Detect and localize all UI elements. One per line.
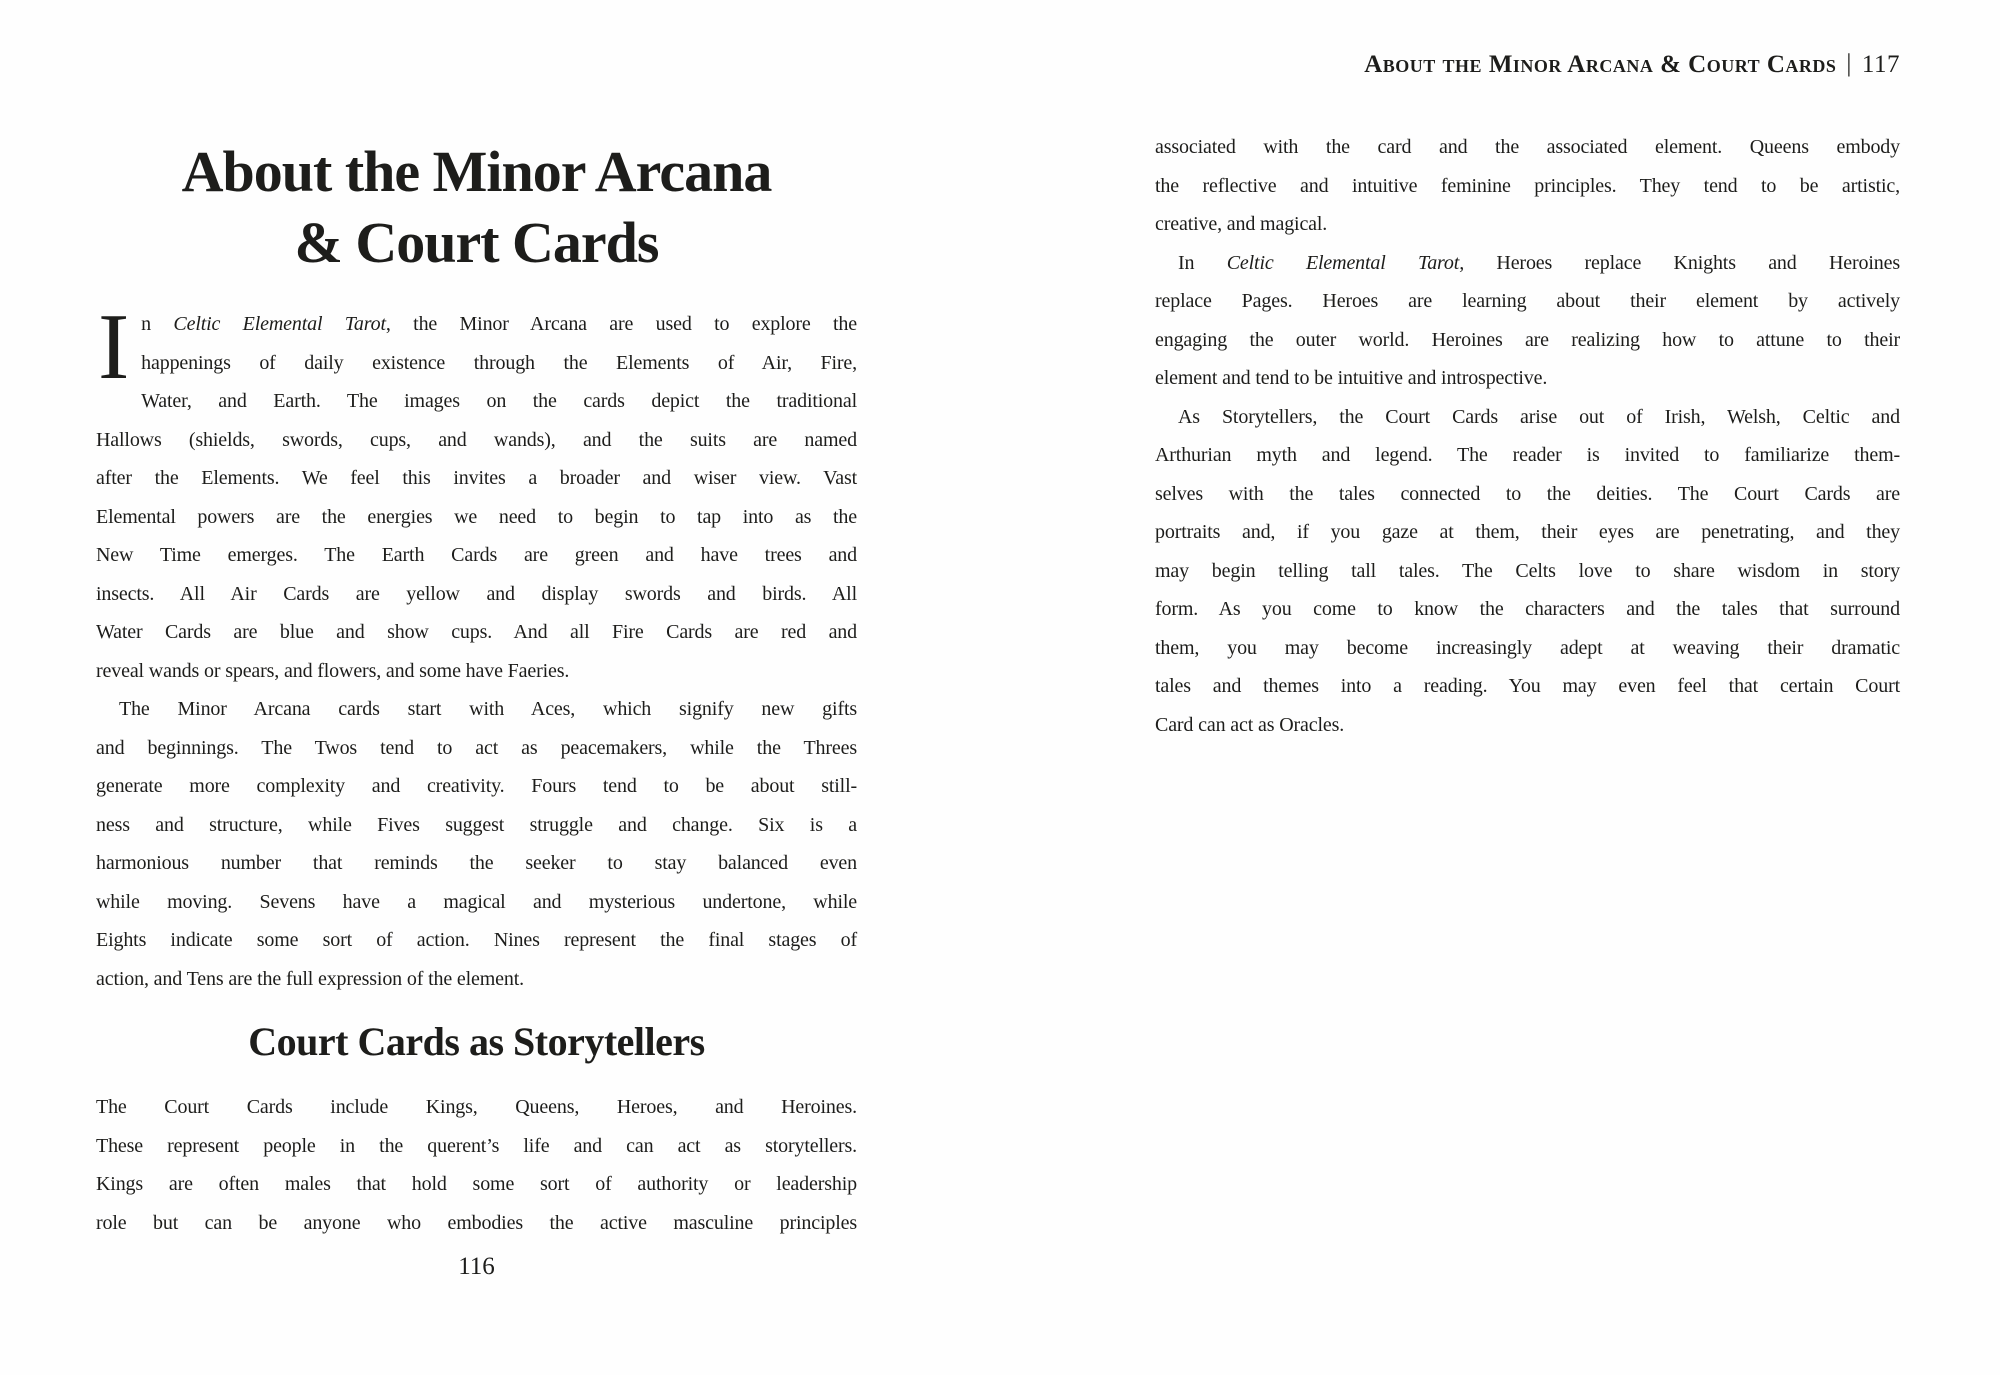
paragraph [96,1088,857,1242]
body-text: reveal wands or spears, and flowers, and some have Faeries. [96,659,570,682]
text-line [96,1127,857,1166]
body-text: Arthurian myth and legend. The reader is invited to familiarize them- [1155,444,1900,466]
text-line [96,921,857,960]
body-text: generate more complexity and creativity. Fours tend to be about still- [96,775,857,797]
body-text: engaging the outer world. Heroines are realizing how to attune to their [1155,328,1900,351]
paragraph [1155,128,1900,244]
body-text: happenings of daily existence through the Elements of Air, Fire, [141,351,857,374]
body-text: In [1178,251,1227,274]
text-line [1155,205,1900,244]
body-text: replace Pages. Heroes are learning about their element by actively [1155,290,1900,312]
body-text: tales and themes into a reading. You may even feel that certain Court [1155,675,1900,697]
text-line [96,844,857,883]
text-line [96,421,857,460]
body-text: Card can act as Oracles. [1155,713,1345,736]
body-text: , the Minor Arcana are used to explore the [385,313,858,335]
text-line [1155,706,1900,745]
text-line [96,344,857,383]
running-header-separator: | [1846,50,1852,77]
text-line [1155,398,1900,437]
paragraph [1155,244,1900,398]
text-line [1155,167,1900,206]
paragraph [96,690,857,998]
left-page-body [96,295,858,998]
chapter-title-line-2: & Court Cards [294,210,659,275]
body-text: action, and Tens are the full expression of the element. [96,967,525,990]
body-text: portraits and, if you gaze at them, their eyes are penetrating, and they [1155,521,1900,543]
paragraph [1155,398,1900,745]
body-text: Water, and Earth. The images on the cards depict the traditional [141,390,857,412]
text-line [1155,513,1900,552]
running-header [1155,48,1900,82]
body-text: may begin telling tall tales. The Celts love to share wisdom in story [1155,559,1900,582]
text-line [1155,128,1900,167]
text-line [96,536,857,575]
text-line [96,498,857,537]
text-line [96,806,857,845]
body-text: selves with the tales connected to the deities. The Court Cards are [1155,482,1900,505]
text-line [96,382,857,421]
text-line [96,690,857,729]
text-line [96,883,857,922]
body-text: element and tend to be intuitive and introspective. [1155,367,1548,389]
body-text: the reflective and intuitive feminine principles. They tend to be artistic, [1155,174,1900,197]
body-text: ness and structure, while Fives suggest struggle and change. Six is a [96,813,857,836]
body-text: role but can be anyone who embodies the active masculine principles [96,1211,857,1234]
text-line [1155,667,1900,706]
body-text: New Time emerges. The Earth Cards are green and have trees and [96,544,857,566]
text-line [1155,629,1900,668]
body-text: associated with the card and the associated element. Queens embody [1155,136,1900,158]
section-heading: Court Cards as Storytellers [248,1019,705,1064]
text-line [96,729,857,768]
body-text: The Court Cards include Kings, Queens, Heroes, and Heroines. [96,1096,857,1118]
running-header-title: About the Minor Arcana & Court Cards [1364,51,1837,78]
chapter-title [96,136,857,278]
body-text: Water Cards are blue and show cups. And all Fire Cards are red and [96,621,857,643]
text-line [1155,282,1900,321]
text-line [96,305,857,344]
body-text: insects. All Air Cards are yellow and display swords and birds. All [96,582,857,605]
page-number-left: 116 [458,1253,495,1280]
body-text: The Minor Arcana cards start with Aces, which signify new gifts [119,698,857,720]
text-line [1155,436,1900,475]
body-text: As Storytellers, the Court Cards arise out of Irish, Welsh, Celtic and [1178,405,1900,428]
body-text: and beginnings. The Twos tend to act as peacemakers, while the Threes [96,736,857,759]
text-line [96,459,857,498]
chapter-title-line-1: About the Minor Arcana [181,139,772,204]
italic-text: Celtic Elemental Tarot, [1226,251,1465,274]
text-line [1155,244,1900,283]
body-text: Kings are often males that hold some sort of authority or leadership [96,1173,857,1195]
body-text: while moving. Sevens have a magical and mysterious undertone, while [96,890,857,913]
body-text: form. As you come to know the characters and the tales that surround [1155,598,1900,620]
text-line [96,1204,857,1243]
body-text: Heroes replace Knights and Heroines [1464,251,1900,274]
body-text: them, you may become increasingly adept at weaving their dramatic [1155,636,1900,659]
italic-text: Celtic Elemental Tarot [173,313,386,335]
running-header-page-number: 117 [1861,51,1900,78]
text-line [96,575,857,614]
body-text: harmonious number that reminds the seeker to stay balanced even [96,852,857,874]
body-text: These represent people in the querent’s life and can act as storytellers. [96,1134,857,1157]
body-text: after the Elements. We feel this invites a broader and wiser view. Vast [96,467,857,489]
text-line [96,767,857,806]
right-page-body [1155,128,1900,744]
left-page-body-continued [96,1088,857,1242]
text-line [1155,552,1900,591]
body-text: Elemental powers are the energies we need to begin to tap into as the [96,505,857,528]
paragraph [96,295,858,690]
body-text: n [141,313,174,335]
text-line [96,652,857,691]
body-text: creative, and magical. [1155,213,1328,235]
text-line [96,1165,857,1204]
text-line [96,1088,857,1127]
text-line [96,960,857,999]
text-line [1155,590,1900,629]
text-line [1155,321,1900,360]
body-text: Hallows (shields, swords, cups, and wands), and the suits are named [96,428,857,451]
text-line [96,613,857,652]
text-line [1155,475,1900,514]
text-line [1155,359,1900,398]
body-text: Eights indicate some sort of action. Nines represent the final stages of [96,929,857,951]
drop-cap: I [98,295,130,399]
